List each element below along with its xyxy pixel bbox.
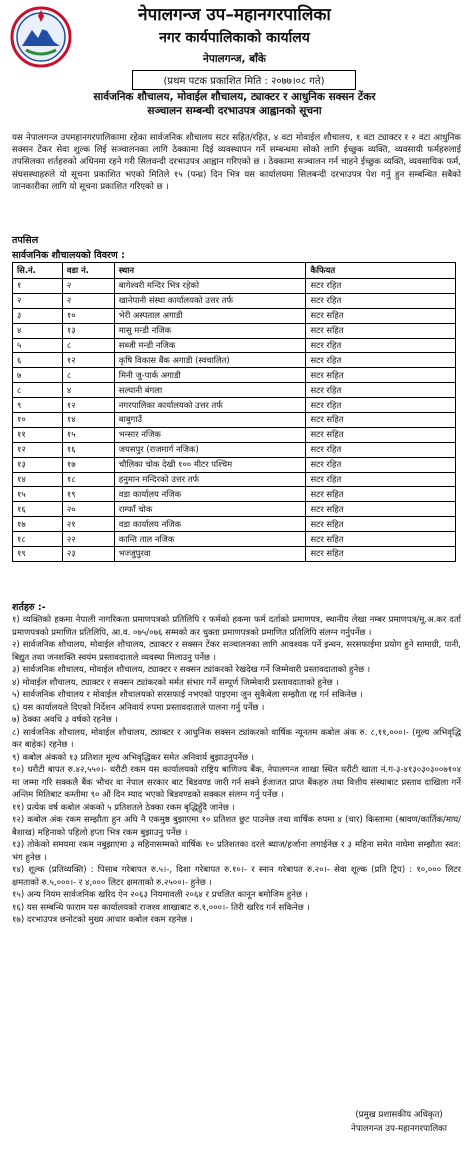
cell-remarks: सटर रहित <box>306 398 456 413</box>
cell-sn: ७ <box>13 368 63 383</box>
cell-remarks: सटर रहित <box>306 442 456 457</box>
condition-item: १०) धरौटी बापत रु.४२,५५०।- धरौटी रकम यस कार्यालयको राष्ट्रिय बाणिज्य बैंक, नेपालगन्ज शाखा स्थित धरौटी खाता नं.ग-३-४१३०३०३००७१०४ मा जम्मा गरि सक्कलै बैंक भौचर वा नेपाल सरकार बाट बिडवण्ड जारी गर्न सक्ने ईजाजत प्राप्त बैंकहरु तथा वित्तीय संस्थाबाट प्रस्ताव दाखिला गर्ने अन्तिम मितिबाट कम्तीमा ९० औं दिन म्याद भएको बिडवण्डको सक्कल संलग्न गर्नु पर्नेछ । <box>12 765 461 800</box>
cell-sn: ३ <box>13 308 63 323</box>
cell-remarks: सटर रहित <box>306 293 456 308</box>
cell-location: सब्जी मन्डी नजिक <box>114 338 306 353</box>
cell-remarks: सटर सहित <box>306 517 456 532</box>
condition-item: १५) अन्य नियम सार्वजनिक खरिद ऐन २०६३ नियमावली २०६४ र प्रचलित कानून बमोजिम हुनेछ । <box>12 890 308 900</box>
toilet-table <box>12 262 456 562</box>
table-row <box>13 353 456 368</box>
condition-item: १२) कबोल अंक रकम सम्झौता हुन अघि नै एकमुष्ठ बुझाएमा १० प्रतिशत छुट पाउनेछ तथा वार्षिक रुपमा ४ (चार) किस्तामा (श्रावण/कार्तिक/माघ/बैशाख) महिनाको पहिलो हप्ता भित्र रकम बुझाउनु पर्नेछ । <box>12 815 461 838</box>
cell-location: राम्फाँ चोक <box>114 502 306 517</box>
cell-ward: ८ <box>62 338 114 353</box>
cell-ward: १७ <box>62 457 114 472</box>
condition-item: ३) सार्वजनिक शौचालय, मोवाईल शौचालय, ट्याक्टर र सक्सन ट्यांकरको रेखदेख गर्ने जिम्मेवारी प्रस्तावदाताको हुनेछ । <box>12 665 371 675</box>
cell-sn: ९ <box>13 398 63 413</box>
condition-item: ९) कबोल अंकको १३ प्रतिशत मूल्य अभिवृद्धिकर समेत अनिवार्य बुझाउनुपर्नेछ । <box>12 752 255 763</box>
cell-location: हनुमान मन्दिरको उत्तर तर्फ <box>114 472 306 487</box>
table-row <box>13 413 456 428</box>
notice-title-line1: सार्वजनिक शौचालय, मोवाईल शौचालय, ट्याक्टर र आधुनिक सक्सन टेंकर <box>93 91 376 103</box>
condition-item: ११) प्रत्येक वर्ष कबोल अंकको ५ प्रतिशतले ठेक्का रकम बृद्धिहुँदै जानेछ । <box>12 802 235 813</box>
cell-location: बाबुगाउँ <box>114 413 306 428</box>
condition-item: ७) ठेक्का अवधि ३ वर्षको रहनेछ । <box>12 715 118 725</box>
table-title: सार्वजनिक शौचालयको विवरण : <box>12 250 125 261</box>
cell-sn: ४ <box>13 323 63 338</box>
header <box>4 0 465 117</box>
cell-remarks: सटर सहित <box>306 532 456 547</box>
cell-ward: २ <box>62 293 114 308</box>
cell-location: खानेपानी संस्था कार्यालयको उत्तर तर्फ <box>114 293 306 308</box>
table-row <box>13 442 456 457</box>
cell-ward: २० <box>62 502 114 517</box>
table-row <box>13 517 456 532</box>
table-row <box>13 398 456 413</box>
cell-location: जयसपुर (राजमार्ग नजिक) <box>114 442 306 457</box>
notice-title <box>4 90 465 118</box>
condition-item: १) व्यक्तिको हकमा नेपाली नागरिकता प्रमाणपत्रको प्रतिलिपि र फर्मको हकमा फर्म दर्ताको प्रमाणपत्र, स्थानीय लेखा नम्बर प्रमाणपत्र/मू.अ.कर दर्ता प्रमाणपत्रको प्रमाणित प्रतिलिपि, आ.व. ०७५/०७६ सम्मको कर चुक्ता प्रमाणपत्रको प्रमाणित प्रतिलिपि संलग्न गर्नुपर्नेछ । <box>12 615 461 638</box>
table-row <box>13 457 456 472</box>
cell-location: सल्यानी बंगला <box>114 383 306 398</box>
notice-title-line2: सञ्चालन सम्बन्धी दरभाउपत्र आह्वानको सूचना <box>147 105 322 117</box>
office-address: नेपालगन्ज, बाँके <box>203 53 266 65</box>
cell-ward: १५ <box>62 427 114 442</box>
table-row <box>13 472 456 487</box>
cell-remarks: सटर सहित <box>306 547 456 562</box>
office-name: नेपालगन्ज उप–महानगरपालिका <box>138 5 331 25</box>
col-remarks: कैफियत <box>306 263 456 279</box>
cell-ward: २१ <box>62 517 114 532</box>
table-header-row <box>13 263 456 279</box>
col-ward: वडा नं. <box>62 263 114 279</box>
table-row <box>13 368 456 383</box>
table-row <box>13 383 456 398</box>
table-row <box>13 532 456 547</box>
cell-remarks: सटर सहित <box>306 368 456 383</box>
cell-sn: ६ <box>13 353 63 368</box>
condition-item: १७) दरभाउपत्र छनोटको मुख्य आधार कबोल रकम रहनेछ । <box>12 915 193 925</box>
signature-title: (प्रमुख प्रशासकीय अधिकृत) <box>355 1110 443 1120</box>
cell-sn: १४ <box>13 472 63 487</box>
table-row <box>13 293 456 308</box>
cell-ward: ४ <box>62 383 114 398</box>
publication-date: (प्रथम पटक प्रकाशित मिति : २०७७।०८ गते) <box>132 70 356 90</box>
cell-ward: १८ <box>62 472 114 487</box>
cell-sn: २ <box>13 293 63 308</box>
col-sn: सि.नं. <box>13 263 63 279</box>
condition-item: ६) यस कार्यालयले दिएको निर्देशन अनिवार्य रुपमा प्रस्तावदाताले पालना गर्नु पर्नेछ । <box>12 702 265 713</box>
cell-sn: १० <box>13 413 63 428</box>
table-row <box>13 279 456 294</box>
table-row <box>13 338 456 353</box>
cell-sn: ५ <box>13 338 63 353</box>
table-row <box>13 502 456 517</box>
condition-item: ८) सार्वजनिक शौचालय, मोवाईल शौचालय, ट्याक्टर र आधुनिक सक्सन ट्यांकरको वार्षिक न्यूनतम कबोल अंक रु. ८,११,०००।- (मूल्य अभिवृद्धि कर बाहेक) रहनेछ । <box>12 727 461 750</box>
cell-location: नगरपालिका कार्यालयको उत्तर तर्फ <box>114 398 306 413</box>
cell-sn: १६ <box>13 502 63 517</box>
table-row <box>13 308 456 323</box>
cell-location: मिनी जु-पार्क अगाडी <box>114 368 306 383</box>
cell-location: चौलिका चोक देखी १०० मीटर पश्चिम <box>114 457 306 472</box>
cell-ward: २२ <box>62 532 114 547</box>
office-subtitle: नगर कार्यपालिकाको कार्यालय <box>159 30 310 46</box>
table-body <box>13 279 456 562</box>
cell-ward: २ <box>62 279 114 294</box>
cell-location: भन्सार नजिक <box>114 427 306 442</box>
cell-location: कृषि विकास बैंक अगाडी (स्वचालित) <box>114 353 306 368</box>
table-row <box>13 487 456 502</box>
conditions-heading: शर्तहरु :- <box>12 602 46 613</box>
cell-remarks: सटर सहित <box>306 308 456 323</box>
cell-sn: १२ <box>13 442 63 457</box>
cell-remarks: सटर रहित <box>306 457 456 472</box>
cell-ward: ८ <box>62 368 114 383</box>
cell-location: भज्जुपुरवा <box>114 547 306 562</box>
cell-location: कान्ति ताल नजिक <box>114 532 306 547</box>
cell-sn: १५ <box>13 487 63 502</box>
cell-sn: १९ <box>13 547 63 562</box>
table-row <box>13 427 456 442</box>
cell-remarks: सटर सहित <box>306 323 456 338</box>
condition-item: १४) शूल्क (प्रतिव्यक्ति) : पिसाब गरेबापत रु.५।-, दिशा गरेबापत रु.१०।- र स्नान गरेबापत रु.२०।- सेवा शूल्क (प्रति ट्रिप) : १०,००० लिटर क्षमताको रु.५,०००।- र ४,००० लिटर क्षमताको रु.२५००।- हुनेछ । <box>12 865 461 888</box>
cell-sn: १ <box>13 279 63 294</box>
table-row <box>13 547 456 562</box>
cell-ward: १६ <box>62 442 114 457</box>
cell-sn: ८ <box>13 383 63 398</box>
cell-sn: १७ <box>13 517 63 532</box>
conditions-list <box>12 614 461 927</box>
cell-sn: ११ <box>13 427 63 442</box>
cell-ward: १० <box>62 308 114 323</box>
cell-ward: १३ <box>62 323 114 338</box>
schedule-label: तपसिल <box>12 235 39 246</box>
signature-office: नेपालगन्ज उप-महानगरपालिका <box>351 1124 447 1134</box>
intro-paragraph: यस नेपालगन्ज उपमहानगरपालिकामा रहेका सार्वजनिक शौचालय सटर सहित/रहित, ४ वटा मोवाईल शौचालय, १ वटा ट्याक्टर र २ वटा आधुनिक सक्सन टेंकर सेवा शुल्क लिई सञ्चालनका लागि ठेक्कामा दिई व्यवस्थापन गर्ने सम्बन्धमा सोको लागि ईच्छुक व्यक्ति, व्यवसायी फर्महरुलाई तपसिलका शर्तहरुको अधिनमा रहने गरी सिलवन्दी दरभाउपत्र आह्वान गरिएको छ । ठेक्कामा सञ्चालन गर्न चाहने ईच्छुक व्यक्ति, व्यवसायिक फर्म, संघसस्थाहरुले यो सूचना प्रकाशित भएको मितिले १५ (पन्ध्र) दिन भित्र यस कार्यालयमा सिलबन्दी दरभाउपत्र पेश गर्नु हुन सम्बन्धित सबैको जानकारीका लागि यो सूचना प्रकाशित गरिएको छ । <box>12 133 461 192</box>
cell-remarks: सटर सहित <box>306 487 456 502</box>
cell-remarks: सटर सहित <box>306 427 456 442</box>
condition-item: २) सार्वजनिक शौचालय, मोवाईल शौचालय, ट्याक्टर र सक्सन टेंकर सञ्चालनका लागि आवश्यक पर्ने इन्धन, सरसफाईमा प्रयोग हुने सामाग्री, पानी, बिद्युत तथा जनशक्ति स्वयंम प्रस्तावदाताले व्यवस्था मिलाउनु पर्नेछ । <box>12 640 461 663</box>
col-location: स्थान <box>114 263 306 279</box>
cell-remarks: सटर रहित <box>306 383 456 398</box>
table-row <box>13 323 456 338</box>
cell-location: वडा कार्यालय नजिक <box>114 487 306 502</box>
cell-remarks: सटर रहित <box>306 353 456 368</box>
cell-location: मासु मन्डी नजिक <box>114 323 306 338</box>
condition-item: ४) मोवाईल शौचालय, ट्याक्टर र सक्सन ट्यांकरको मर्मत संभार गर्ने सम्पूर्ण जिम्मेवारी प्रस्तावदाताको हुनेछ । <box>12 677 339 688</box>
cell-remarks: सटर सहित <box>306 413 456 428</box>
condition-item: १३) तोकेको समयमा रकम नबुझाएमा ३ महिनासम्मको वार्षिक १० प्रतिशतका दरले ब्याज/हर्जाना लगाईनेछ र ३ महिना समेत नाघेमा सम्झौता स्वत: भंग हुनेछ । <box>12 840 461 863</box>
cell-ward: १२ <box>62 398 114 413</box>
cell-sn: १८ <box>13 532 63 547</box>
cell-location: वडा कार्यालय नजिक <box>114 517 306 532</box>
condition-item: १६) यस सम्बन्धि फाराम यस कार्यालयको राजश्व शाखाबाट रु.१,०००।- तिरी खरिद गर्न सकिनेछ । <box>12 902 310 913</box>
cell-ward: २३ <box>62 547 114 562</box>
cell-location: बागेश्वरी मन्दिर भित्र रहेको <box>114 279 306 294</box>
cell-ward: १९ <box>62 487 114 502</box>
condition-item: ५) सार्वजनिक शौचालय र मोवाईल शौचालयको सरसफाई नभएको पाइएमा जुन सुकैबेला सम्झौता रद्द गर्न सकिनेछ । <box>12 690 363 700</box>
cell-remarks: सटर रहित <box>306 279 456 294</box>
cell-remarks: सटर रहित <box>306 472 456 487</box>
cell-remarks: सटर रहित <box>306 338 456 353</box>
cell-remarks: सटर सहित <box>306 502 456 517</box>
signature-block <box>351 1108 447 1136</box>
cell-ward: १२ <box>62 353 114 368</box>
cell-sn: १३ <box>13 457 63 472</box>
cell-ward: १४ <box>62 413 114 428</box>
cell-location: भेरी अस्पताल अगाडी <box>114 308 306 323</box>
